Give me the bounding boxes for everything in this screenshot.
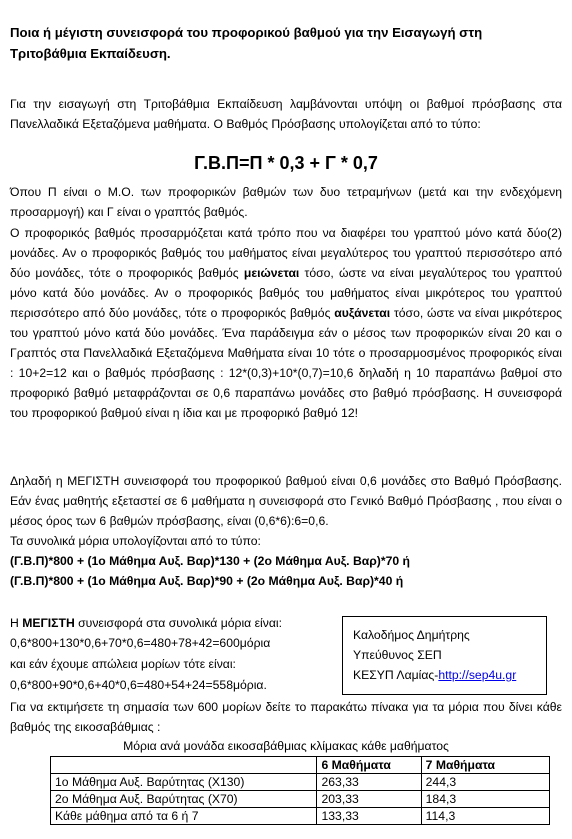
contact-org xyxy=(353,665,546,685)
points-intro: Τα συνολικά μόρια υπολογίζονται από το τύπο: xyxy=(10,534,261,548)
contact-org-label: ΚΕΣΥΠ Λαμίας- xyxy=(353,668,439,682)
loss-line: και εάν έχουμε απώλεια μορίων τότε είναι: xyxy=(10,657,236,671)
closing-paragraph: Για να εκτιμήσετε τη σημασία των 600 μορίων δείτε το παρακάτω πίνακα για τα μόρια που δίνει κάθε βαθμός της εικοσαβάθμιας : xyxy=(10,700,562,734)
table-cell: 1ο Μάθημα Αυξ. Βαρύτητας (Χ130) xyxy=(51,774,317,791)
access-grade-formula: Γ.Β.Π=Π * 0,3 + Γ * 0,7 xyxy=(194,153,378,173)
max-prefix: Η xyxy=(10,616,23,630)
contact-website-link[interactable]: http://sep4u.gr xyxy=(438,668,517,682)
table-cell: 133,33 xyxy=(317,808,421,825)
table-header-cell: 7 Μαθήματα xyxy=(421,757,549,774)
max-keyword: ΜΕΓΙΣΤΗ xyxy=(22,616,75,630)
max-calculation: 0,6*800+130*0,6+70*0,6=480+78+42=600μόρια xyxy=(10,636,271,650)
contact-box xyxy=(342,616,547,695)
table-header-cell: 6 Μαθήματα xyxy=(317,757,421,774)
adjustment-text-1: Ο προφορικός βαθμός προσαρμόζεται κατά τρόπο που να διαφέρει του γραπτού μόνο κατά δύο(2) μονάδες. Αν ο προφορικός βαθμός του μαθήματος είναι μεγαλύτερος του γραπτού περισσότερο από δύο μονάδες, τότε ο προφορικός βαθμός xyxy=(10,226,562,280)
intro-paragraph: Για την εισαγωγή στη Τριτοβάθμια Εκπαίδευση λαμβάνονται υπόψη οι βαθμοί πρόσβασης στα Πανελλαδικά Εξεταζόμενα μαθήματα. Ο Βαθμός Πρόσβασης υπολογίζεται από το τύπο: xyxy=(10,97,562,131)
contact-role: Υπεύθυνος ΣΕΠ xyxy=(353,648,442,662)
table-caption: Μόρια ανά μονάδα εικοσαβάθμιας κλίμακας κάθε μαθήματος xyxy=(123,739,449,753)
table-cell: Κάθε μάθημα από τα 6 ή 7 xyxy=(51,808,317,825)
table-row xyxy=(51,791,550,808)
table-cell: 2ο Μάθημα Αυξ. Βαρύτητας (Χ70) xyxy=(51,791,317,808)
table-header-cell xyxy=(51,757,317,774)
table-row xyxy=(51,808,550,825)
points-table xyxy=(50,756,550,825)
decrease-keyword: μειώνεται xyxy=(243,266,300,280)
increase-keyword: αυξάνεται xyxy=(334,306,391,320)
table-row xyxy=(51,774,550,791)
table-cell: 184,3 xyxy=(421,791,549,808)
table-cell: 244,3 xyxy=(421,774,549,791)
points-formula-1: (Γ.Β.Π)*800 + (1ο Μάθημα Αυξ. Βαρ)*130 + (2ο Μάθημα Αυξ. Βαρ)*70 ή xyxy=(10,554,410,568)
document-title: Ποια ή μέγιστη συνεισφορά του προφορικού βαθμού για την Εισαγωγή στη Τριτοβάθμια Εκπαίδευση. xyxy=(10,25,483,61)
points-formula-2: (Γ.Β.Π)*800 + (1ο Μάθημα Αυξ. Βαρ)*90 + (2ο Μάθημα Αυξ. Βαρ)*40 ή xyxy=(10,574,404,588)
table-cell: 263,33 xyxy=(317,774,421,791)
table-cell: 203,33 xyxy=(317,791,421,808)
max-suffix: συνεισφορά στα συνολικά μόρια είναι: xyxy=(74,616,282,630)
table-header-row xyxy=(51,757,550,774)
adjustment-text-2: τόσο, ώστε να είναι μεγαλύτερος του γραπτού μόνο κατά δύο μονάδες. Αν ο προφορικός βαθμός του μαθήματος είναι μικρότερος του γραπτού περισσότερο από δύο μονάδες, τότε ο προφορικός βαθμός xyxy=(10,266,562,320)
table-cell: 114,3 xyxy=(421,808,549,825)
loss-calculation: 0,6*800+90*0,6+40*0,6=480+54+24=558μόρια. xyxy=(10,678,267,692)
adjustment-text-3: τόσο, ώστε να είναι μικρότερος του γραπτού μόνο κατά δύο μονάδες. Ένα παράδειγμα εάν ο μέσος των προφορικών είναι 20 και ο Γραπτός στα Πανελλαδικά Εξεταζόμενα Μαθήματα είναι 10 τότε ο προσαρμοσμένος προφορικός είναι : 10+2=12 και ο βαθμός πρόσβασης : 12*(0,3)+10*(0,7)=10,6 δηλαδή η 10 παραπάνω βαθμοί στο προφορικό βαθμό μεταφράζονται σε 0,6 παραπάνω μονάδες στο βαθμό πρόσβασης. Η συνεισφορά του προφορικού βαθμού είναι η ίδια και με προφορικό βαθμό 12! xyxy=(10,306,562,420)
contact-name: Καλοδήμος Δημήτρης xyxy=(353,628,470,642)
summary-paragraph: Δηλαδή η ΜΕΓΙΣΤΗ συνεισφορά του προφορικού βαθμού είναι 0,6 μονάδες στο Βαθμό Πρόσβασης. Εάν ένας μαθητής εξεταστεί σε 6 μαθήματα η συνεισφορά στο Γενικό Βαθμό Πρόσβασης , που είναι ο μέσος όρος των 6 βαθμών πρόσβασης, είναι (0,6*6):6=0,6. xyxy=(10,474,562,528)
definition-paragraph: Όπου Π είναι ο Μ.Ο. των προφορικών βαθμών των δυο τετραμήνων (μετά και την ενδεχόμενη προσαρμογή) και Γ είναι ο γραπτός βαθμός. xyxy=(10,185,562,219)
adjustment-paragraph xyxy=(10,223,562,423)
